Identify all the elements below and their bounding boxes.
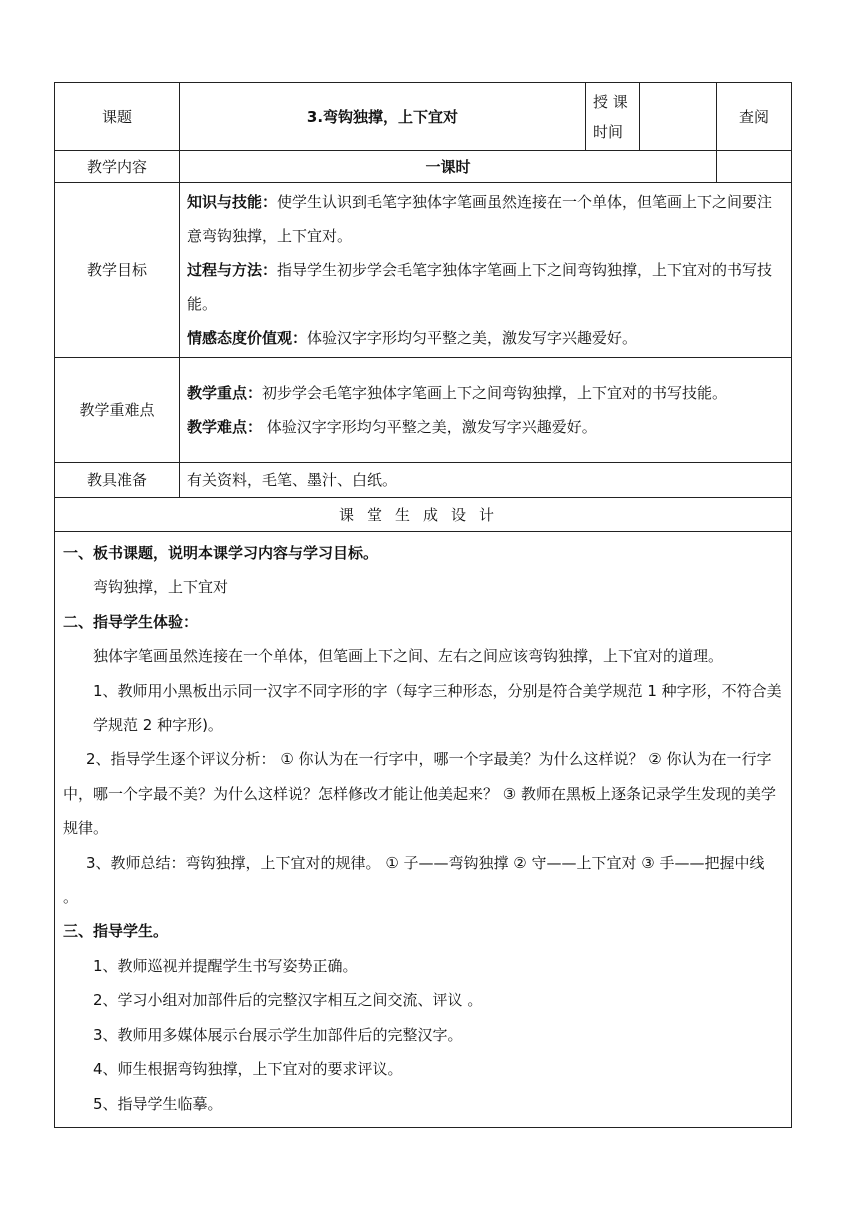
step-2-item-1: 1、教师用小黑板出示同一汉字不同字形的字（每字三种形态，分别是符合美学规范 1 种字形，不符合美学规范 2 种字形)。 — [93, 681, 782, 735]
difficult-point-title: 教学难点： — [187, 418, 263, 436]
content-row — [55, 151, 792, 183]
key-point-text: 初步学会毛笔字独体字笔画上下之间弯钩独撑，上下宜对的书写技能。 — [262, 384, 728, 402]
goal-knowledge-title: 知识与技能： — [187, 193, 278, 211]
step-1-title: 一、板书课题，说明本课学习内容与学习目标。 — [63, 544, 379, 562]
goals-row — [55, 183, 792, 358]
content-value: 一课时 — [180, 151, 717, 183]
step-3-title: 三、指导学生。 — [63, 922, 169, 941]
teaching-time-label-line2: 时间 — [593, 122, 624, 141]
design-heading: 课堂生成设计 — [55, 498, 792, 532]
key-point-title: 教学重点： — [187, 384, 263, 402]
key-points-label: 教学重难点 — [55, 358, 180, 463]
teaching-time-label-line1: 授 课 — [593, 92, 628, 111]
goal-emotion-title: 情感态度价值观： — [187, 329, 308, 347]
goal-knowledge — [187, 185, 784, 253]
step-3-item: 4、师生根据弯钩独撑，上下宜对的要求评议。 — [93, 1060, 403, 1079]
step-2-title: 二、指导学生体验： — [63, 612, 199, 631]
review-label: 查阅 — [717, 83, 792, 151]
step-2-item-2: 2、指导学生逐个评议分析： ① 你认为在一行字中，哪一个字最美？为什么这样说？ ② 你认为在一行字中，哪一个字最不美？为什么这样说？怎样修改才能让他美起来？ ③ 教师在黑板上逐条记录学生发现的美学规律。 — [63, 750, 776, 838]
design-content — [55, 532, 792, 1128]
topic-label: 课题 — [55, 83, 180, 151]
design-row — [55, 532, 792, 1128]
teaching-time-label — [586, 83, 640, 151]
goals-label: 教学目标 — [55, 183, 180, 358]
step-3-item: 3、教师用多媒体展示台展示学生加部件后的完整汉字。 — [93, 1025, 463, 1044]
step-2-paragraph: 独体字笔画虽然连接在一个单体，但笔画上下之间、左右之间应该弯钩独撑，上下宜对的道理。 — [93, 647, 724, 666]
step-3-item: 2、学习小组对加部件后的完整汉字相互之间交流、评议 。 — [93, 991, 483, 1010]
goal-emotion-text: 体验汉字字形均匀平整之美，激发写字兴趣爱好。 — [307, 329, 638, 347]
tools-label: 教具准备 — [55, 463, 180, 498]
difficult-point — [187, 410, 784, 444]
goal-process — [187, 253, 784, 321]
goal-process-title: 过程与方法： — [187, 261, 278, 279]
key-points-content — [180, 358, 792, 463]
lesson-plan-table — [54, 82, 792, 1128]
header-row — [55, 83, 792, 151]
goal-emotion — [187, 321, 784, 355]
tools-value: 有关资料，毛笔、墨汁、白纸。 — [180, 463, 792, 498]
key-point — [187, 376, 784, 410]
key-points-row — [55, 358, 792, 463]
step-3-item: 1、教师巡视并提醒学生书写姿势正确。 — [93, 956, 358, 975]
step-3-item: 5、指导学生临摹。 — [93, 1094, 223, 1113]
topic-title: 3.弯钩独撑，上下宜对 — [180, 83, 586, 151]
teaching-time-value — [640, 83, 717, 151]
goals-content — [180, 183, 792, 358]
goal-process-text: 指导学生初步学会毛笔字独体字笔画上下之间弯钩独撑，上下宜对的书写技能。 — [187, 261, 773, 313]
content-review-cell — [717, 151, 792, 183]
difficult-point-text: 体验汉字字形均匀平整之美，激发写字兴趣爱好。 — [262, 418, 597, 436]
step-2-item-3: 3、教师总结：弯钩独撑，上下宜对的规律。 ① 子——弯钩独撑 ② 守——上下宜对 ③ 手——把握中线 。 — [63, 853, 765, 907]
goal-knowledge-text: 使学生认识到毛笔字独体字笔画虽然连接在一个单体，但笔画上下之间要注意弯钩独撑，上下宜对。 — [187, 193, 773, 245]
content-label: 教学内容 — [55, 151, 180, 183]
step-1-line: 弯钩独撑，上下宜对 — [93, 578, 229, 597]
design-heading-row — [55, 498, 792, 532]
tools-row — [55, 463, 792, 498]
